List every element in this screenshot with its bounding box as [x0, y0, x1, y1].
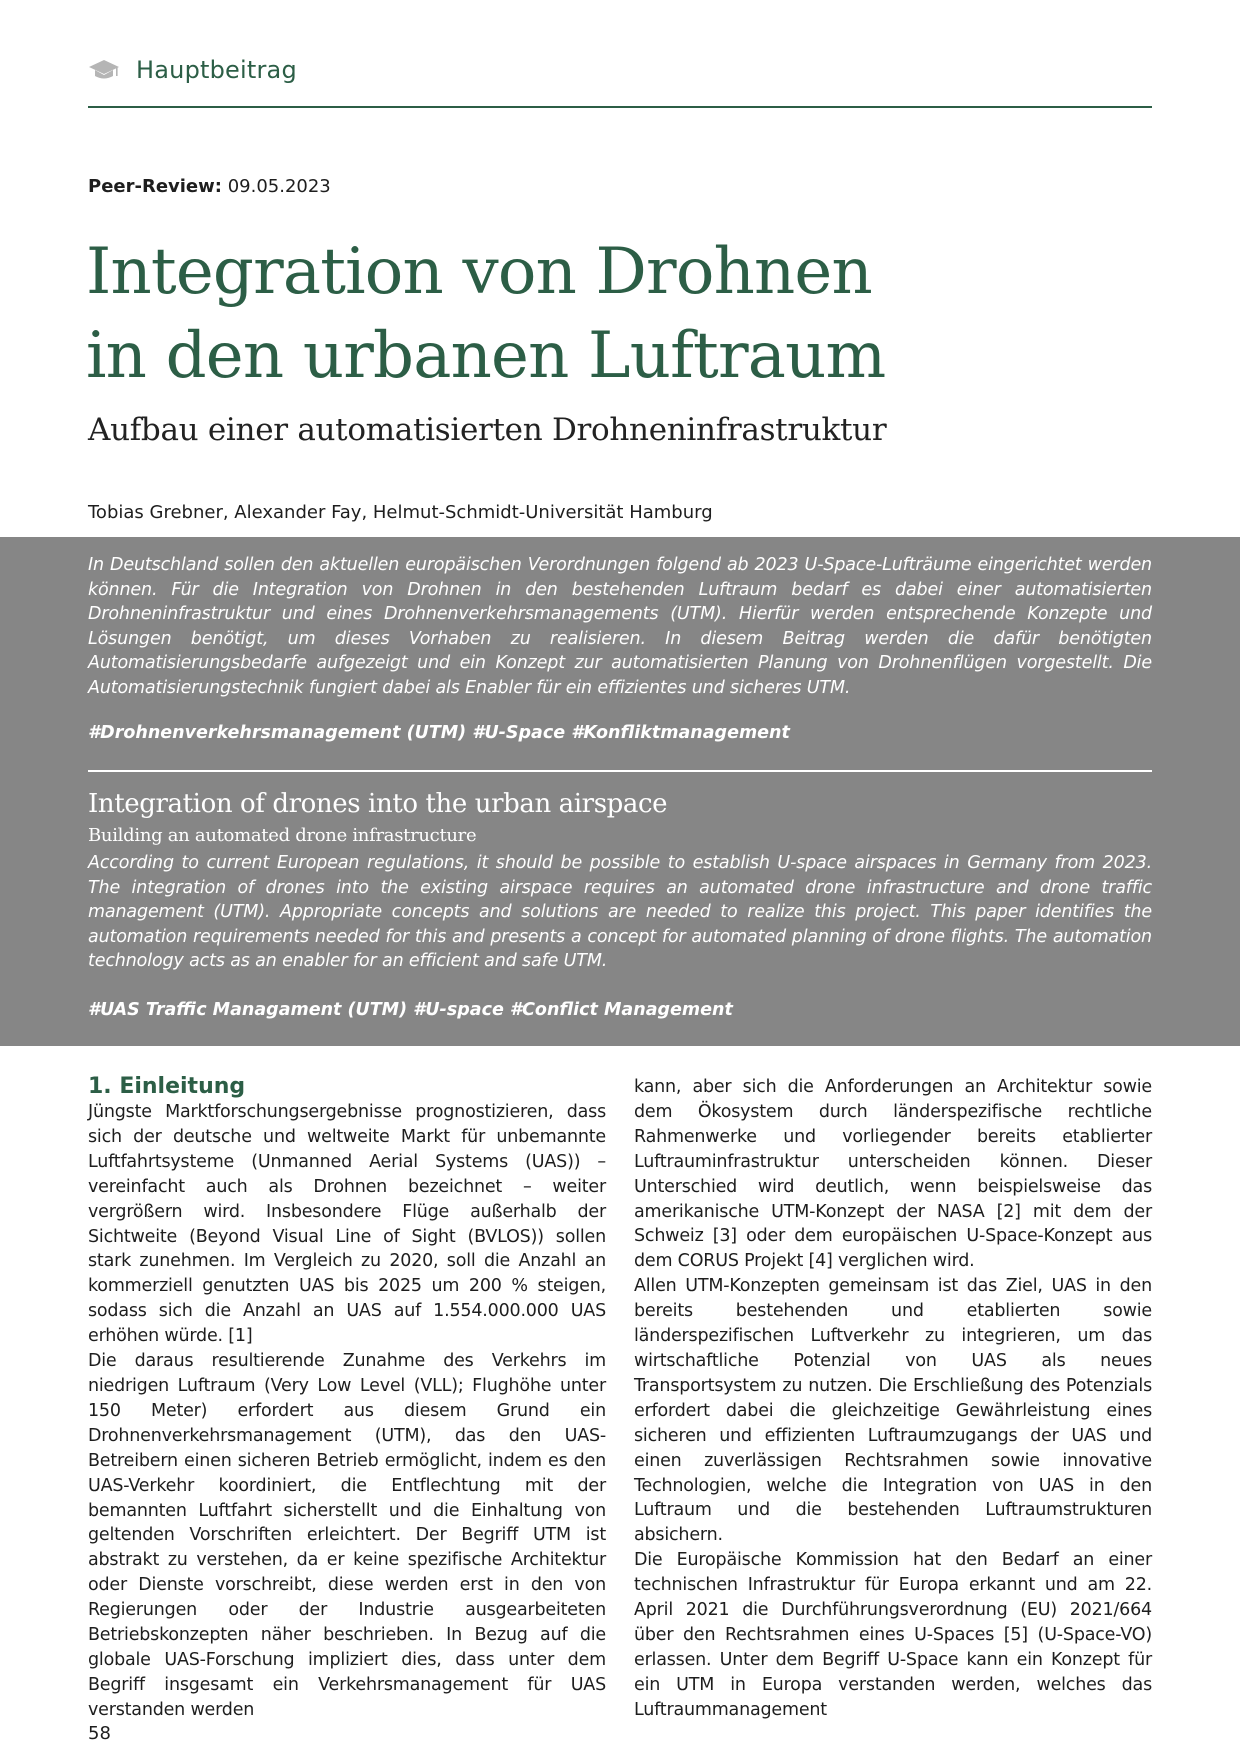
section-label: Hauptbeitrag — [136, 56, 297, 84]
paragraph: Allen UTM-Konzepten gemeinsam ist das Ziel, UAS in den bereits bestehenden und etablierten sowie länderspezifischen Luftverkehr zu integrieren, um das wirtschaftliche Potenzial von UAS als neues Transportsystem zu nutzen. Die Erschließung des Potenzials erfordert dabei die gleichzeitige Gewährleistung eines sicheren und effizienten Luftraumzugangs der UAS und einen zuverlässigen Rechtsrahmen sowie innovative Technologien, welche die Integration von UAS in den Luftraum und die bestehenden Luftraumstrukturen absichern. — [634, 1276, 1152, 1546]
abstract-divider — [88, 770, 1152, 772]
peer-review-label: Peer-Review: — [88, 176, 222, 197]
paragraph: Jüngste Marktforschungsergebnisse prognostizieren, dass sich der deutsche und weltweite Markt für unbemannte Luftfahrtsysteme (Unmanned Aerial Systems (UAS)) – vereinfacht auch als Drohnen bezeichnet – weiter vergrößern wird. Insbesondere Flüge außerhalb der Sichtweite (Beyond Visual Line of Sight (BVLOS)) sollen stark zunehmen. Im Vergleich zu 2020, soll die Anzahl an kommerziell genutzten UAS bis 2025 um 200 % steigen, sodass sich die Anzahl an UAS auf 1.554.000.000 UAS erhöhen würde. [1] — [88, 1102, 606, 1347]
article-subtitle: Aufbau einer automatisierten Drohneninfrastruktur — [88, 412, 887, 448]
abstract-box — [0, 537, 1240, 1046]
body-column-right — [634, 1075, 1152, 1723]
section-heading: 1. Einleitung — [88, 1074, 246, 1099]
section-header — [88, 50, 1152, 108]
peer-review-info — [88, 176, 331, 197]
abstract-german: In Deutschland sollen den aktuellen europäischen Verordnungen folgend ab 2023 U-Space-Lufträume eingerichtet werden können. Für die Integration von Drohnen in den bestehenden Luftraum bedarf es dabei einer automatisierten Drohneninfrastruktur und eines Drohnenverkehrsmanagements (UTM). Hierfür werden entsprechende Konzepte und Lösungen benötigt, um dieses Vorhaben zu realisieren. In diesem Beitrag werden die dafür benötigten Automatisierungsbedarfe aufgezeigt und ein Konzept zur automatisierten Planung von Drohnenflügen vorgestellt. Die Automatisierungstechnik fungiert dabei als Enabler für ein effizientes und sicheres UTM. — [88, 555, 1152, 698]
body-column-left — [88, 1100, 606, 1723]
paragraph: Die daraus resultierende Zunahme des Verkehrs im niedrigen Luftraum (Very Low Level (VLL); Flughöhe unter 150 Meter) erfordert aus diesem Grund ein Drohnenverkehrsmanagement (UTM), das den UAS-Betreibern einen sicheren Betrieb ermöglicht, indem es den UAS-Verkehr koordiniert, die Entflechtung mit der bemannten Luftfahrt sicherstellt und die Einhaltung von geltenden Vorschriften erleichtert. Der Begriff UTM ist abstrakt zu verstehen, da er keine spezifische Architektur oder Dienste vorschreibt, diese werden erst in den von Regierungen oder der Industrie ausgearbeiteten Betriebskonzepten näher beschrieben. In Bezug auf die globale UAS-Forschung impliziert dies, dass unter dem Begriff insgesamt ein Verkehrsmanagement für UAS verstanden werden — [88, 1351, 606, 1720]
article-authors: Tobias Grebner, Alexander Fay, Helmut-Schmidt-Universität Hamburg — [88, 502, 713, 523]
english-subtitle: Building an automated drone infrastructure — [88, 825, 477, 846]
english-title: Integration of drones into the urban airspace — [88, 789, 668, 819]
keywords-english: #UAS Traffic Managament (UTM) #U-space #Conflict Management — [88, 1000, 733, 1020]
paragraph: Die Europäische Kommission hat den Bedarf an einer technischen Infrastruktur für Europa erkannt und am 22. April 2021 die Durchführungsverordnung (EU) 2021/664 über den Rechtsrahmen eines U-Spaces [5] (U-Space-VO) erlassen. Unter dem Begriff U-Space kann ein Konzept für ein UTM in Europa verstanden werden, welches das Luftraummanagement — [634, 1550, 1152, 1720]
page-number: 58 — [88, 1723, 111, 1744]
peer-review-date: 09.05.2023 — [227, 176, 331, 197]
graduation-cap-icon — [88, 58, 120, 82]
article-title — [86, 230, 1086, 398]
keywords-german: #Drohnenverkehrsmanagement (UTM) #U-Space #Konfliktmanagement — [88, 723, 790, 743]
title-line-1: Integration von Drohnen — [86, 235, 872, 309]
paragraph: kann, aber sich die Anforderungen an Architektur sowie dem Ökosystem durch länderspezifische rechtliche Rahmenwerke und vorliegender bereits etablierter Luftrauminfrastruktur unterscheiden können. Dieser Unterschied wird deutlich, wenn beispielsweise das amerikanische UTM-Konzept der NASA [2] mit dem der Schweiz [3] oder dem europäischen U-Space-Konzept aus dem CORUS Projekt [4] verglichen wird. — [634, 1077, 1152, 1272]
abstract-english: According to current European regulations, it should be possible to establish U-space airspaces in Germany from 2023. The integration of drones into the existing airspace requires an automated drone infrastructure and drone traffic management (UTM). Appropriate concepts and solutions are needed to realize this project. This paper identifies the automation requirements needed for this and presents a concept for automated planning of drone flights. The automation technology acts as an enabler for an efficient and safe UTM. — [88, 853, 1152, 972]
title-line-2: in den urbanen Luftraum — [86, 319, 886, 393]
